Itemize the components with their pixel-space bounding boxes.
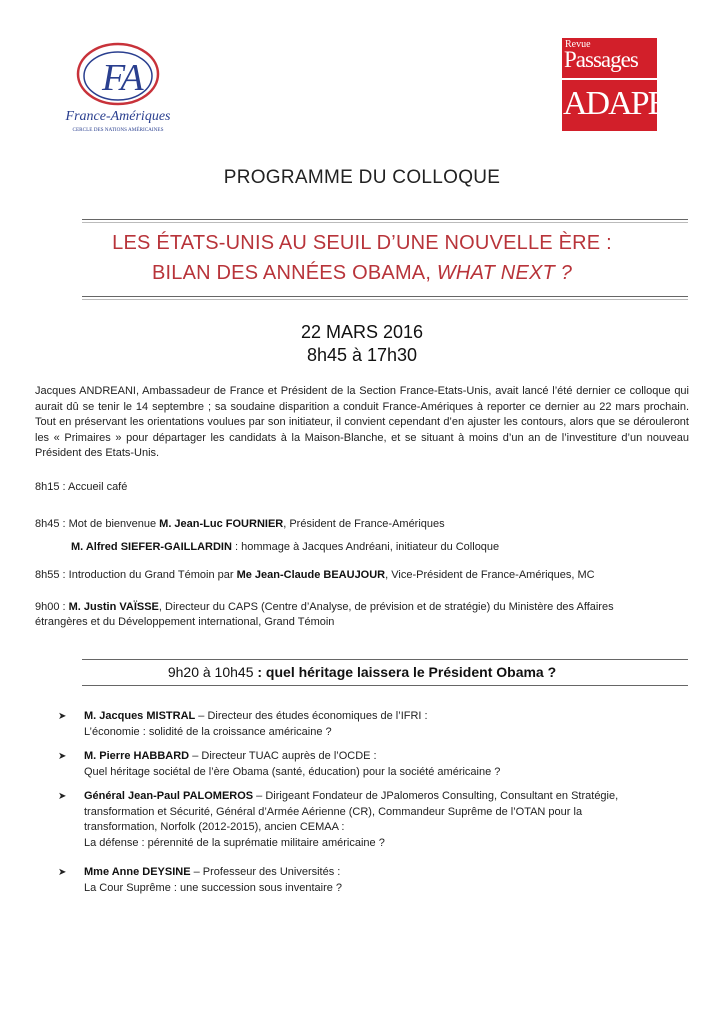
speaker-name: Mme Anne DEYSINE	[84, 866, 191, 878]
schedule-text: étrangères et du Développement international, Grand Témoin	[35, 616, 335, 628]
france-ameriques-emblem-icon	[52, 40, 184, 135]
schedule-text: , Vice-Président de France-Amériques, MC	[385, 569, 595, 581]
section-top-rule	[82, 659, 688, 660]
program-title: PROGRAMME DU COLLOQUE	[223, 167, 501, 188]
speaker-topic: La Cour Suprême : une succession sous inventaire ?	[84, 881, 343, 894]
schedule-item-tribute	[71, 540, 724, 556]
passages-label: Passages	[564, 47, 638, 72]
fa-name: France-Amériques	[65, 109, 171, 124]
event-hours: 8h45 à 17h30	[306, 345, 418, 365]
speaker-item-habbard	[58, 749, 678, 780]
speaker-role: – Dirigeant Fondateur de JPalomeros Consulting, Consultant en Stratégie,	[253, 790, 619, 802]
fa-tagline: CERCLE DES NATIONS AMÉRICAINES	[72, 127, 164, 133]
speaker-role: – Professeur des Universités :	[190, 866, 341, 878]
speaker-topic: La défense : pérennité de la suprématie militaire américaine ?	[84, 836, 385, 849]
schedule-item-grand-temoin-cont	[35, 615, 695, 631]
adapes-label: ADAPES	[563, 85, 684, 122]
arrow-bullet-icon: ➤	[58, 867, 67, 878]
speaker-item-deysine	[58, 865, 678, 896]
fa-monogram: FA	[102, 57, 144, 99]
speaker-name: Général Jean-Paul PALOMEROS	[84, 790, 254, 802]
schedule-item-welcome-coffee	[35, 480, 695, 496]
arrow-bullet-icon: ➤	[58, 711, 67, 722]
speaker-detail: transformation et Sécurité, Général d’Armée Aérienne (CR), Commandeur Suprême de l’OTAN pour la	[84, 805, 583, 818]
speaker-name: M. Jacques MISTRAL	[84, 710, 196, 722]
title-bottom-rule	[82, 296, 688, 297]
schedule-item-welcome-speech	[35, 517, 695, 533]
event-date: 22 MARS 2016	[300, 322, 424, 342]
speaker-topic: Quel héritage sociétal de l’ère Obama (santé, éducation) pour la société américaine ?	[84, 765, 501, 778]
schedule-text: : hommage à Jacques Andréani, initiateur du Colloque	[231, 541, 500, 553]
schedule-time: 8h55 :	[35, 569, 69, 581]
schedule-text: Accueil café	[68, 481, 128, 493]
arrow-bullet-icon: ➤	[58, 791, 67, 802]
main-title-line1: LES ÉTATS-UNIS AU SEUIL D’UNE NOUVELLE ÈRE :	[112, 232, 612, 254]
section-bottom-rule	[82, 685, 688, 686]
schedule-pre: Introduction du Grand Témoin par	[68, 569, 237, 581]
speaker-detail: transformation, Norfolk (2012-2015), ancien CEMAA :	[84, 821, 345, 833]
revue-passages-logo	[562, 38, 684, 131]
speaker-role: – Directeur des études économiques de l’IFRI :	[195, 710, 428, 722]
schedule-text: , Directeur du CAPS (Centre d’Analyse, de prévision et de stratégie) du Ministère des Affaires	[158, 601, 614, 613]
speaker-name: M. Pierre HABBARD	[84, 750, 190, 762]
schedule-time: 9h00 :	[35, 601, 69, 613]
speaker-item-mistral	[58, 709, 678, 740]
speaker-item-palomeros	[58, 789, 678, 851]
revue-label: Revue	[565, 39, 591, 50]
main-title-line2	[0, 262, 724, 285]
section-heading: : quel héritage laissera le Président Obama ?	[253, 664, 557, 680]
schedule-time: 8h15 :	[35, 481, 69, 493]
france-ameriques-logo	[52, 40, 184, 135]
title-bottom-rule-shadow	[82, 299, 688, 300]
title-top-rule-shadow	[82, 222, 688, 223]
schedule-speaker: Me Jean-Claude BEAUJOUR	[236, 569, 386, 581]
title-top-rule	[82, 219, 688, 220]
schedule-speaker: M. Justin VAÏSSE	[68, 601, 159, 613]
speaker-role: – Directeur TUAC auprès de l’OCDE :	[189, 750, 377, 762]
logo-separator	[562, 78, 657, 80]
section-time: 9h20 à 10h45	[167, 664, 254, 680]
schedule-text: , Président de France-Amériques	[283, 518, 445, 530]
intro-paragraph: Jacques ANDREANI, Ambassadeur de France et Président de la Section France-Etats-Unis, avait lancé l’été dernier ce colloque qui aurait dû se tenir le 14 septembre ; sa soudaine disparition a conduit France-Amériques à reporter ce dernier au 22 mars prochain. Tout en préservant les orientations voulues par son initiateur, il convient cependant d’en ajuster les contours, alors que se dérouleront les « Primaires » pour départager les candidats à la Maison-Blanche, et se situant à moins d’un an de l’investiture d’un nouveau Président des Etats-Unis.	[35, 385, 689, 459]
arrow-bullet-icon: ➤	[58, 751, 67, 762]
main-title-line2-main: BILAN DES ANNÉES OBAMA,	[151, 262, 437, 284]
section-title	[0, 664, 724, 680]
schedule-speaker: M. Alfred SIEFER-GAILLARDIN	[71, 541, 232, 553]
schedule-item-grand-temoin	[35, 600, 695, 616]
schedule-item-introduction	[35, 568, 695, 584]
schedule-time: 8h45 :	[35, 518, 69, 530]
main-title-line2-italic: WHAT NEXT ?	[436, 262, 573, 284]
speaker-topic: L’économie : solidité de la croissance américaine ?	[84, 725, 332, 738]
schedule-speaker: M. Jean-Luc FOURNIER	[159, 518, 284, 530]
schedule-pre: Mot de bienvenue	[68, 518, 160, 530]
